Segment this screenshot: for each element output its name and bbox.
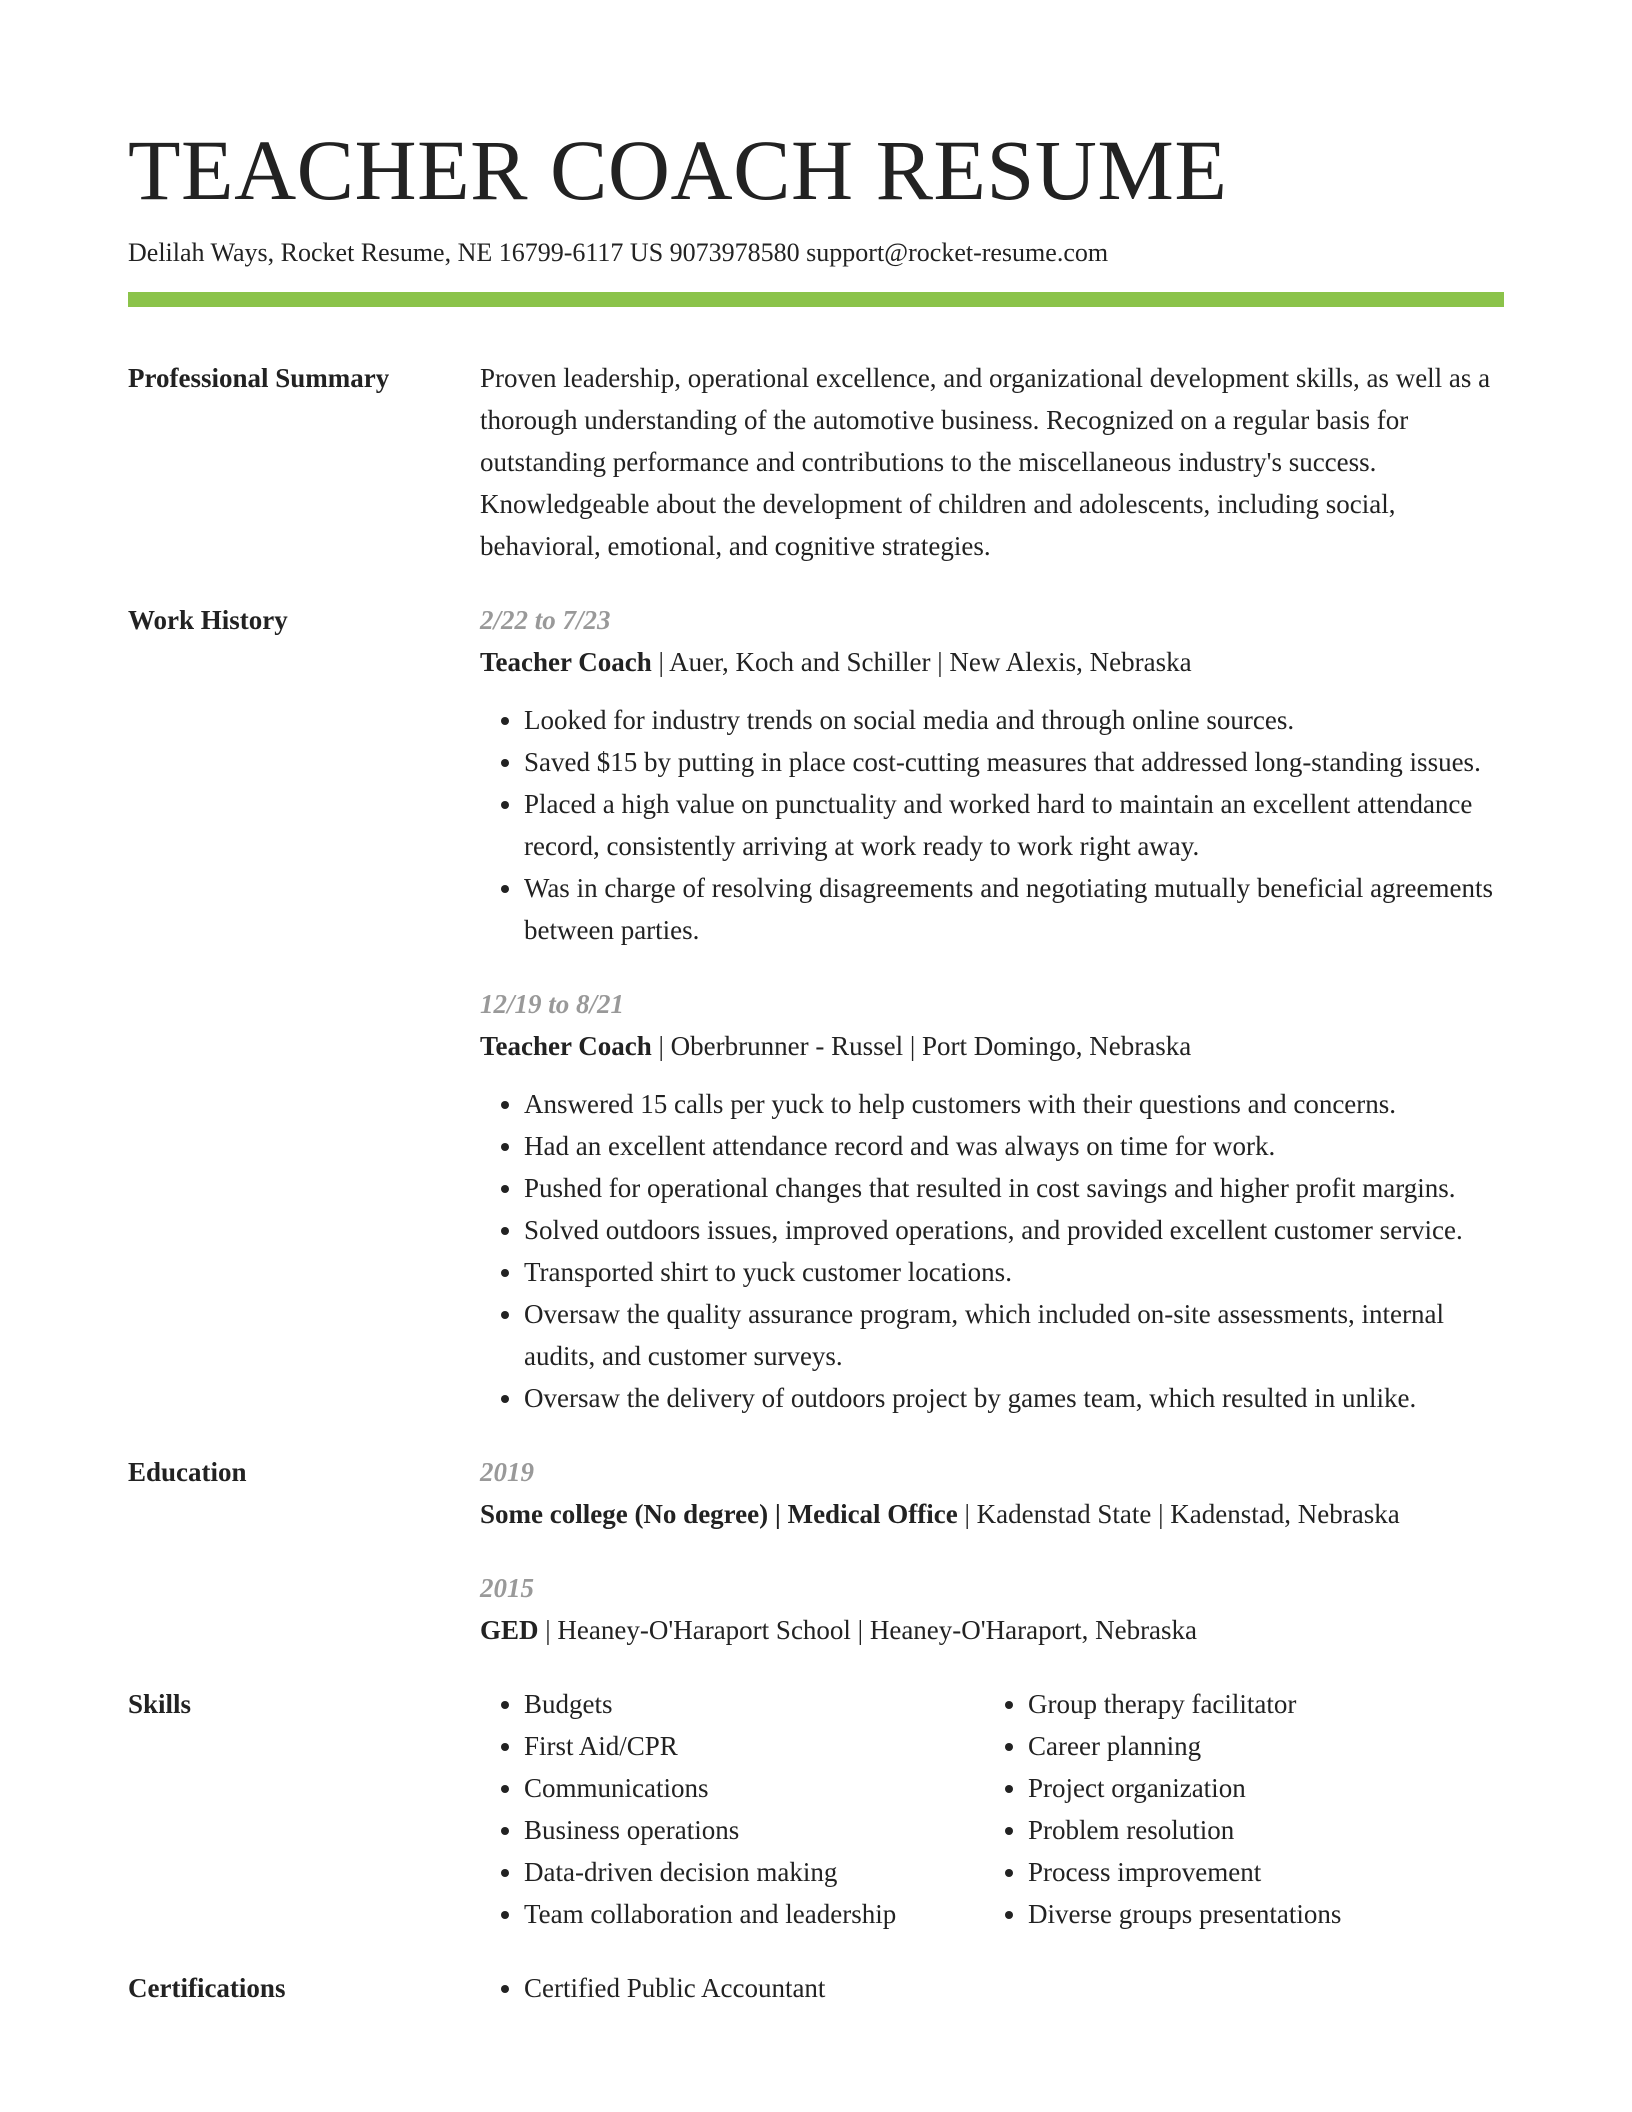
- header-divider: [128, 292, 1504, 307]
- education-degree: GED: [480, 1615, 539, 1645]
- education-section: [128, 1451, 1504, 1651]
- education-entry: [480, 1567, 1504, 1651]
- education-entry: [480, 1451, 1504, 1535]
- education-degree: Some college (No degree) | Medical Office: [480, 1499, 958, 1529]
- skill-item: • Project organization: [1028, 1767, 1504, 1809]
- job-role-line: [480, 641, 1504, 683]
- skill-item: • Data-driven decision making: [524, 1851, 984, 1893]
- skill-item: • Business operations: [524, 1809, 984, 1851]
- skills-column-left: [480, 1683, 984, 1935]
- job-title: Teacher Coach: [480, 647, 652, 677]
- skill-item: • Budgets: [524, 1683, 984, 1725]
- job-bullet: • Was in charge of resolving disagreements and negotiating mutually beneficial agreements between parties.: [524, 867, 1504, 951]
- section-label-education: Education: [128, 1457, 247, 1487]
- section-label-skills: Skills: [128, 1689, 192, 1719]
- summary-section: [128, 357, 1504, 567]
- section-label-work-history: Work History: [128, 605, 288, 635]
- education-date: 2019: [480, 1457, 534, 1487]
- summary-text: Proven leadership, operational excellence, and organizational development skills, as well as a thorough understanding of the automotive business. Recognized on a regular basis for outstanding performance and contributions to the miscellaneous industry's success. Knowledgeable about the development of children and adolescents, including social, behavioral, emotional, and cognitive strategies.: [480, 363, 1491, 561]
- job-dates: 12/19 to 8/21: [480, 989, 625, 1019]
- certifications-section: [128, 1967, 1504, 2009]
- contact-line: Delilah Ways, Rocket Resume, NE 16799-6117 US 9073978580 support@rocket-resume.com: [128, 238, 1109, 267]
- skills-list: [984, 1683, 1504, 1935]
- job-bullet: • Had an excellent attendance record and was always on time for work.: [524, 1125, 1504, 1167]
- job-bullet: • Oversaw the delivery of outdoors project by games team, which resulted in unlike.: [524, 1377, 1504, 1419]
- education-details: | Heaney-O'Haraport School | Heaney-O'Haraport, Nebraska: [538, 1615, 1198, 1645]
- job-bullet: • Looked for industry trends on social media and through online sources.: [524, 699, 1504, 741]
- skills-columns: [480, 1683, 1504, 1935]
- job-bullet: • Pushed for operational changes that resulted in cost savings and higher profit margins.: [524, 1167, 1504, 1209]
- job-details: | Auer, Koch and Schiller | New Alexis, Nebraska: [651, 647, 1192, 677]
- education-line: [480, 1493, 1504, 1535]
- education-details: | Kadenstad State | Kadenstad, Nebraska: [957, 1499, 1400, 1529]
- certifications-list: [480, 1967, 1504, 2009]
- education-list: [480, 1451, 1504, 1651]
- resume-title: TEACHER COACH RESUME: [128, 122, 1228, 218]
- work-history-list: [480, 599, 1504, 1419]
- skill-item: • Team collaboration and leadership: [524, 1893, 984, 1935]
- skills-list: [480, 1683, 984, 1935]
- job-bullets: [480, 699, 1504, 951]
- work-history-section: [128, 599, 1504, 1419]
- skill-item: • Problem resolution: [1028, 1809, 1504, 1851]
- skill-item: • Diverse groups presentations: [1028, 1893, 1504, 1935]
- job-dates: 2/22 to 7/23: [480, 605, 611, 635]
- job-bullet: • Solved outdoors issues, improved operations, and provided excellent customer service.: [524, 1209, 1504, 1251]
- job-details: | Oberbrunner - Russel | Port Domingo, Nebraska: [651, 1031, 1192, 1061]
- skill-item: • Process improvement: [1028, 1851, 1504, 1893]
- job-entry: [480, 983, 1504, 1419]
- education-line: [480, 1609, 1504, 1651]
- skills-section: [128, 1683, 1504, 1935]
- resume-page: [128, 0, 1504, 2009]
- job-bullet: • Oversaw the quality assurance program, which included on-site assessments, internal audits, and customer surveys.: [524, 1293, 1504, 1377]
- skill-item: • Communications: [524, 1767, 984, 1809]
- certification-item: • Certified Public Accountant: [524, 1967, 1504, 2009]
- job-bullet: • Answered 15 calls per yuck to help customers with their questions and concerns.: [524, 1083, 1504, 1125]
- section-label-summary: Professional Summary: [128, 363, 390, 393]
- job-title: Teacher Coach: [480, 1031, 652, 1061]
- job-bullet: • Saved $15 by putting in place cost-cutting measures that addressed long-standing issues.: [524, 741, 1504, 783]
- skills-column-right: [984, 1683, 1504, 1935]
- skill-item: • Group therapy facilitator: [1028, 1683, 1504, 1725]
- skill-item: • First Aid/CPR: [524, 1725, 984, 1767]
- job-role-line: [480, 1025, 1504, 1067]
- skill-item: • Career planning: [1028, 1725, 1504, 1767]
- certifications-body: [480, 1967, 1504, 2009]
- education-date: 2015: [480, 1573, 534, 1603]
- job-bullets: [480, 1083, 1504, 1419]
- job-entry: [480, 599, 1504, 951]
- job-bullet: • Placed a high value on punctuality and worked hard to maintain an excellent attendance record, consistently arriving at work ready to work right away.: [524, 783, 1504, 867]
- section-label-certifications: Certifications: [128, 1973, 286, 2003]
- job-bullet: • Transported shirt to yuck customer locations.: [524, 1251, 1504, 1293]
